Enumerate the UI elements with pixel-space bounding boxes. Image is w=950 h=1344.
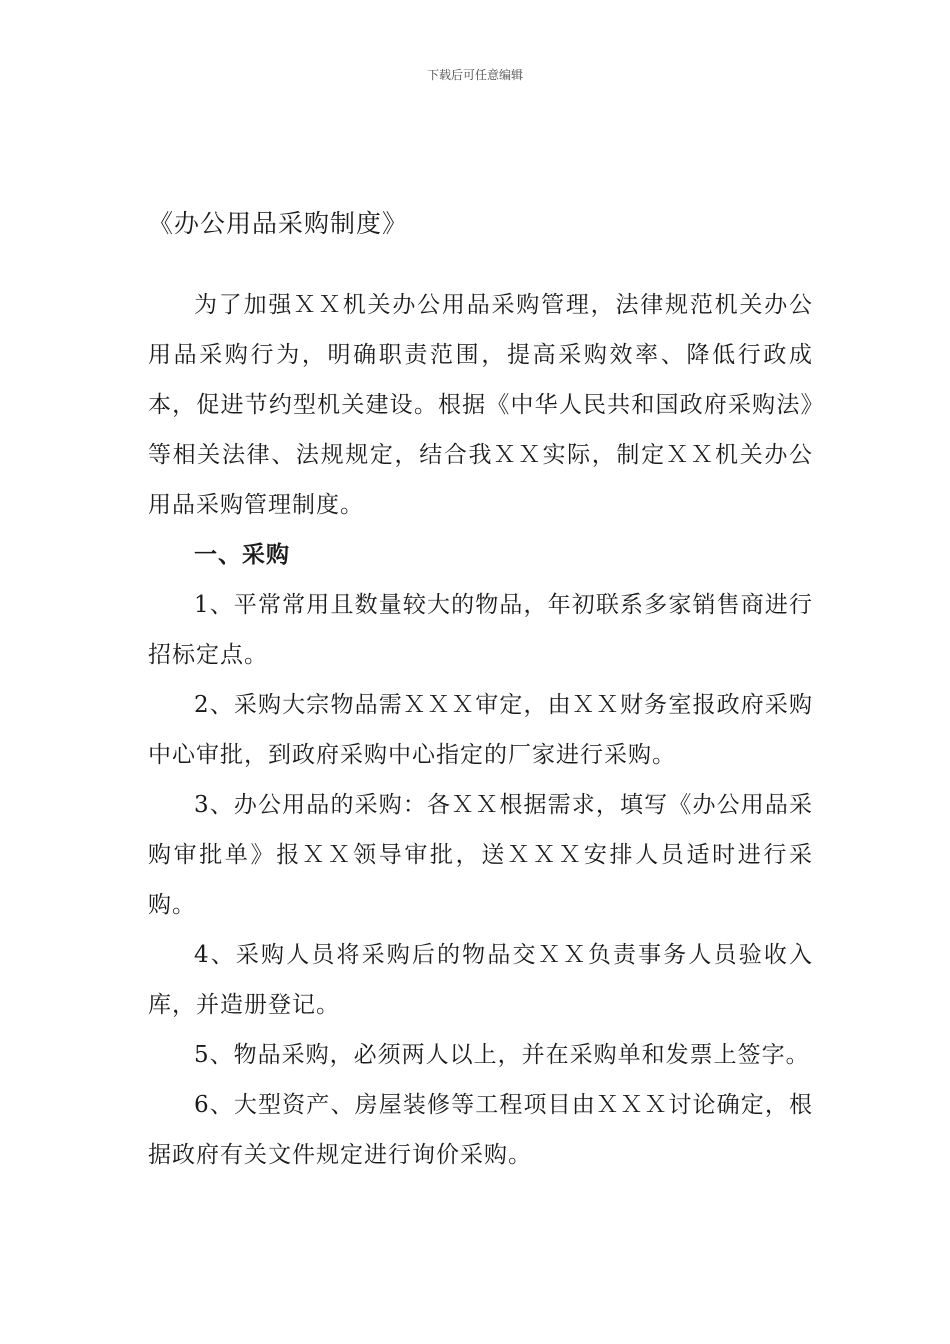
list-item: 5、物品采购，必须两人以上，并在采购单和发票上签字。 [194,1042,810,1068]
list-item: 3、办公用品的采购：各ＸＸ根据需求，填写《办公用品采购审批单》报ＸＸ领导审批，送ＸＸＸ安排人员适时进行采购。 [148,792,813,918]
page-header-note: 下载后可任意编辑 [426,68,523,82]
list-item: 2、采购大宗物品需ＸＸＸ审定，由ＸＸ财务室报政府采购中心审批，到政府采购中心指定的厂家进行采购。 [148,692,813,768]
list-item: 1、平常常用且数量较大的物品，年初联系多家销售商进行招标定点。 [148,592,813,668]
list-item: 6、大型资产、房屋装修等工程项目由ＸＸＸ讨论确定，根据政府有关文件规定进行询价采购。 [148,1092,813,1168]
document-body [148,280,813,1180]
section-heading: 一、采购 [194,541,290,568]
document-title: 《办公用品采购制度》 [148,209,409,238]
intro-paragraph: 为了加强ＸＸ机关办公用品采购管理，法律规范机关办公用品采购行为，明确职责范围，提高采购效率、降低行政成本，促进节约型机关建设。根据《中华人民共和国政府采购法》等相关法律、法规规定，结合我ＸＸ实际，制定ＸＸ机关办公用品采购管理制度。 [148,292,813,518]
list-item: 4、采购人员将采购后的物品交ＸＸ负责事务人员验收入库，并造册登记。 [148,942,813,1018]
